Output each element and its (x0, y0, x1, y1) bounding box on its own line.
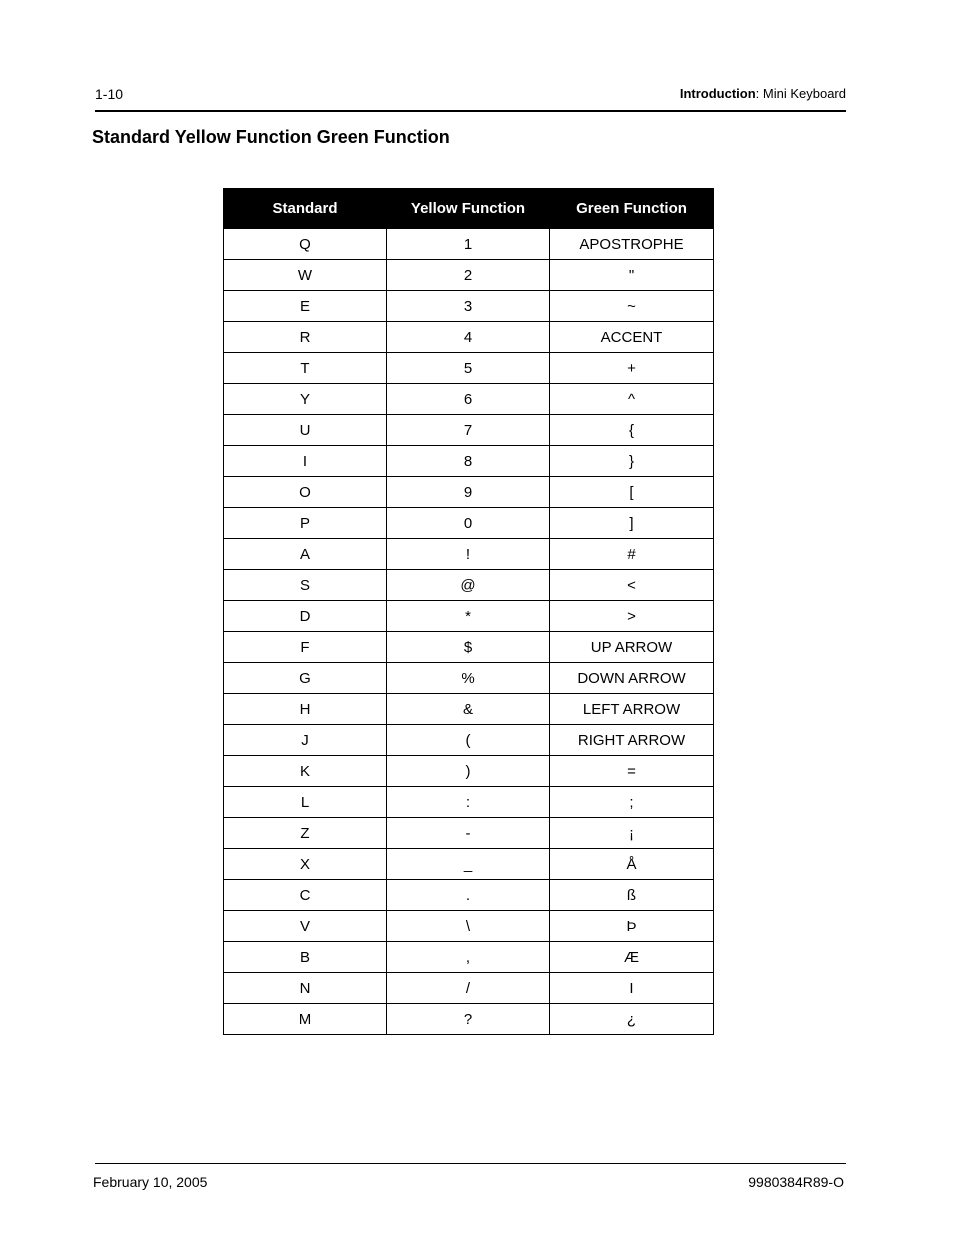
cell-standard: F (224, 632, 387, 663)
cell-standard: Y (224, 384, 387, 415)
cell-standard: P (224, 508, 387, 539)
column-header-yellow-function: Yellow Function (387, 189, 550, 229)
cell-yellow-function: 7 (387, 415, 550, 446)
cell-yellow-function: ! (387, 539, 550, 570)
cell-yellow-function: \ (387, 911, 550, 942)
cell-standard: Z (224, 818, 387, 849)
column-header-green-function: Green Function (550, 189, 714, 229)
header-rule (95, 110, 846, 112)
cell-yellow-function: ? (387, 1004, 550, 1035)
cell-green-function: ^ (550, 384, 714, 415)
cell-green-function: + (550, 353, 714, 384)
cell-green-function: " (550, 260, 714, 291)
table-row (224, 477, 714, 508)
table-row (224, 353, 714, 384)
cell-standard: K (224, 756, 387, 787)
cell-yellow-function: ) (387, 756, 550, 787)
cell-green-function: DOWN ARROW (550, 663, 714, 694)
cell-green-function: APOSTROPHE (550, 229, 714, 260)
table-row (224, 508, 714, 539)
table-row (224, 601, 714, 632)
running-header-section: Introduction (679, 86, 756, 101)
table-row (224, 1004, 714, 1035)
cell-green-function: RIGHT ARROW (550, 725, 714, 756)
table-row (224, 384, 714, 415)
table-row (224, 260, 714, 291)
cell-green-function: Æ (550, 942, 714, 973)
cell-standard: R (224, 322, 387, 353)
cell-standard: H (224, 694, 387, 725)
cell-yellow-function: , (387, 942, 550, 973)
table-row (224, 632, 714, 663)
table-row (224, 880, 714, 911)
table-row (224, 539, 714, 570)
cell-green-function: ] (550, 508, 714, 539)
cell-yellow-function: ( (387, 725, 550, 756)
cell-green-function: ¿ (550, 1004, 714, 1035)
cell-green-function: LEFT ARROW (550, 694, 714, 725)
cell-standard: N (224, 973, 387, 1004)
cell-standard: B (224, 942, 387, 973)
table-row (224, 942, 714, 973)
cell-yellow-function: 4 (387, 322, 550, 353)
table-body (224, 229, 714, 1035)
cell-standard: G (224, 663, 387, 694)
table-row (224, 663, 714, 694)
cell-yellow-function: 9 (387, 477, 550, 508)
cell-yellow-function: 1 (387, 229, 550, 260)
cell-standard: Q (224, 229, 387, 260)
cell-yellow-function: . (387, 880, 550, 911)
cell-standard: W (224, 260, 387, 291)
cell-green-function: Þ (550, 911, 714, 942)
column-header-standard: Standard (224, 189, 387, 229)
cell-standard: C (224, 880, 387, 911)
footer-rule (95, 1163, 846, 1164)
table-row (224, 570, 714, 601)
cell-yellow-function: 0 (387, 508, 550, 539)
cell-standard: E (224, 291, 387, 322)
cell-standard: O (224, 477, 387, 508)
cell-green-function: [ (550, 477, 714, 508)
cell-green-function: ACCENT (550, 322, 714, 353)
cell-yellow-function: 3 (387, 291, 550, 322)
table-row (224, 973, 714, 1004)
cell-standard: D (224, 601, 387, 632)
cell-standard: X (224, 849, 387, 880)
cell-standard: A (224, 539, 387, 570)
cell-green-function: ß (550, 880, 714, 911)
cell-yellow-function: _ (387, 849, 550, 880)
cell-yellow-function: 5 (387, 353, 550, 384)
key-mapping-table (223, 188, 714, 1035)
cell-green-function: Å (550, 849, 714, 880)
cell-yellow-function: @ (387, 570, 550, 601)
cell-green-function: { (550, 415, 714, 446)
cell-standard: T (224, 353, 387, 384)
cell-yellow-function: $ (387, 632, 550, 663)
cell-green-function: ¡ (550, 818, 714, 849)
cell-yellow-function: * (387, 601, 550, 632)
cell-green-function: > (550, 601, 714, 632)
cell-yellow-function: - (387, 818, 550, 849)
running-header (680, 86, 846, 101)
running-header-subsection: : Mini Keyboard (755, 86, 846, 101)
table-row (224, 787, 714, 818)
cell-green-function: ~ (550, 291, 714, 322)
section-title: Standard Yellow Function Green Function (92, 127, 450, 147)
cell-standard: V (224, 911, 387, 942)
cell-green-function: < (550, 570, 714, 601)
cell-standard: J (224, 725, 387, 756)
cell-yellow-function: % (387, 663, 550, 694)
table-header-row (224, 189, 714, 229)
cell-yellow-function: 2 (387, 260, 550, 291)
cell-standard: S (224, 570, 387, 601)
cell-green-function: = (550, 756, 714, 787)
cell-yellow-function: 6 (387, 384, 550, 415)
cell-yellow-function: : (387, 787, 550, 818)
cell-green-function: # (550, 539, 714, 570)
table-row (224, 291, 714, 322)
cell-standard: L (224, 787, 387, 818)
cell-green-function: ; (550, 787, 714, 818)
table-row (224, 446, 714, 477)
page-number: 1-10 (95, 86, 124, 102)
cell-standard: I (224, 446, 387, 477)
cell-green-function: I (550, 973, 714, 1004)
footer-doc-number: 9980384R89-O (748, 1174, 844, 1190)
table-row (224, 756, 714, 787)
cell-yellow-function: / (387, 973, 550, 1004)
cell-yellow-function: 8 (387, 446, 550, 477)
cell-standard: M (224, 1004, 387, 1035)
footer-date: February 10, 2005 (93, 1174, 208, 1190)
table-row (224, 725, 714, 756)
cell-standard: U (224, 415, 387, 446)
table-row (224, 849, 714, 880)
table-row (224, 911, 714, 942)
table-row (224, 415, 714, 446)
cell-green-function: UP ARROW (550, 632, 714, 663)
table-row (224, 694, 714, 725)
table-row (224, 322, 714, 353)
cell-green-function: } (550, 446, 714, 477)
cell-yellow-function: & (387, 694, 550, 725)
table-row (224, 818, 714, 849)
table-row (224, 229, 714, 260)
